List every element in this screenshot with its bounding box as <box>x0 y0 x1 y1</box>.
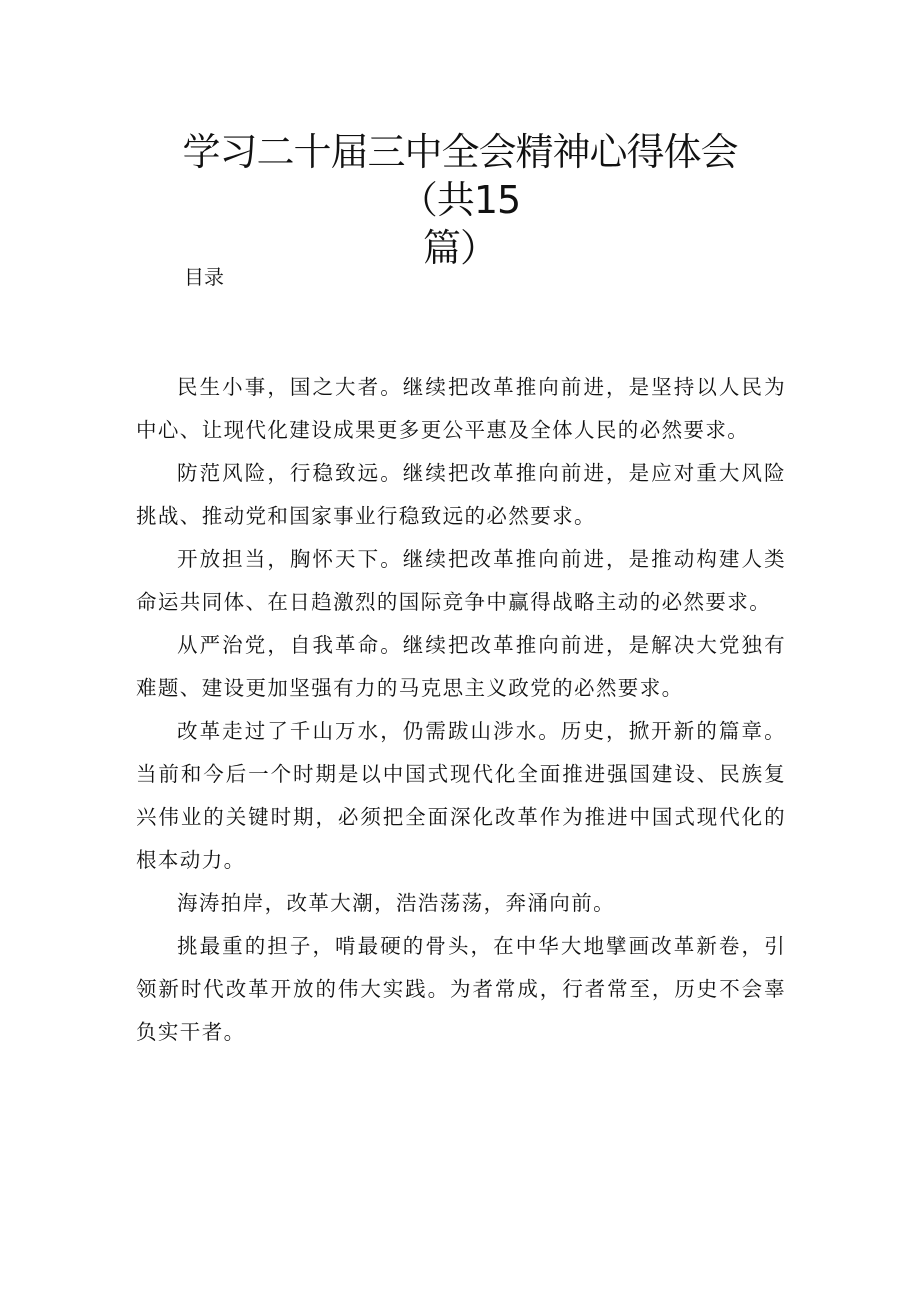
paragraph: 开放担当，胸怀天下。继续把改革推向前进，是推动构建人类命运共同体、在日趋激烈的国际竞争中赢得战略主动的必然要求。 <box>136 547 786 614</box>
paragraph: 防范风险，行稳致远。继续把改革推向前进，是应对重大风险挑战、推动党和国家事业行稳致远的必然要求。 <box>136 461 786 528</box>
paragraph: 从严治党，自我革命。继续把改革推向前进，是解决大党独有难题、建设更加坚强有力的马克思主义政党的必然要求。 <box>136 633 786 700</box>
toc-label: 目录 <box>184 265 224 289</box>
document-title-line-1: 学习二十届三中全会精神心得体会（共15 <box>182 130 738 222</box>
paragraph: 改革走过了千山万水，仍需跋山涉水。历史，掀开新的篇章。当前和今后一个时期是以中国式现代化全面推进强国建设、民族复兴伟业的关键时期，必须把全面深化改革作为推进中国式现代化的根本动力。 <box>136 719 786 872</box>
document-title <box>150 128 770 272</box>
paragraph: 民生小事，国之大者。继续把改革推向前进，是坚持以人民为中心、让现代化建设成果更多更公平惠及全体人民的必然要求。 <box>136 375 786 442</box>
paragraph: 挑最重的担子，啃最硬的骨头，在中华大地擘画改革新卷，引领新时代改革开放的伟大实践。为者常成，行者常至，历史不会辜负实干者。 <box>136 934 786 1044</box>
document-body <box>136 366 786 1054</box>
document-title-line-2: 篇） <box>422 226 497 270</box>
paragraph: 海涛拍岸，改革大潮，浩浩荡荡，奔涌向前。 <box>177 891 615 915</box>
